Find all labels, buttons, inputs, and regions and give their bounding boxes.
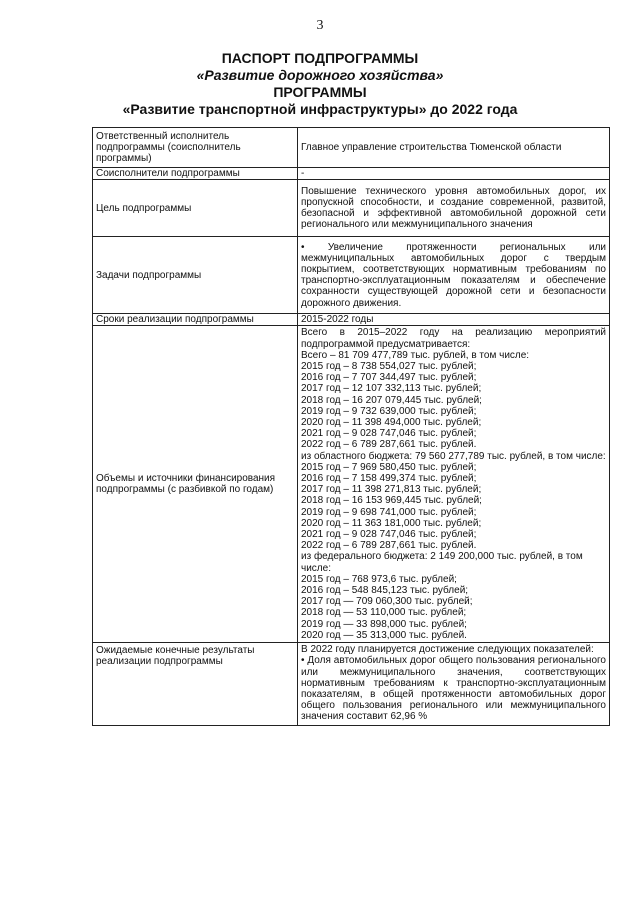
executor-label: Ответственный исполнитель подпрограммы (соисполнитель программы) <box>93 128 298 168</box>
results-indicator: • Доля автомобильных дорог общего пользования регионального или межмуниципального значения, соответствующих нормативным требованиям к транспортно-эксплуатационным показателям, в общей протяженности автомобильных дорог общего пользования регионального или межмуниципального значения составит 62,96 % <box>301 655 606 723</box>
coexecutors-value: - <box>298 168 610 180</box>
finance-line: 2018 год – 16 153 969,445 тыс. рублей; <box>301 495 482 507</box>
finance-line: 2016 год – 7 707 344,497 тыс. рублей; <box>301 372 477 384</box>
finance-line: 2017 год – 11 398 271,813 тыс. рублей; <box>301 484 482 496</box>
title-line-3: ПРОГРАММЫ <box>273 84 367 100</box>
finance-line: 2021 год – 9 028 747,046 тыс. рублей; <box>301 428 477 440</box>
row-terms <box>93 314 610 326</box>
finance-label: Объемы и источники финансирования подпрограммы (с разбивкой по годам) <box>93 326 298 643</box>
finance-line: 2019 год – 9 698 741,000 тыс. рублей; <box>301 506 477 518</box>
finance-line: 2018 год – 16 207 079,445 тыс. рублей; <box>301 394 482 406</box>
goal-label: Цель подпрограммы <box>93 180 298 237</box>
title-line-1: ПАСПОРТ ПОДПРОГРАММЫ <box>221 50 419 66</box>
row-executor <box>93 128 610 168</box>
finance-line: 2020 год — 35 313,000 тыс. рублей. <box>301 629 467 641</box>
finance-line: 2015 год – 768 973,6 тыс. рублей; <box>301 573 457 585</box>
finance-intro: Всего в 2015–2022 году на реализацию мероприятий подпрограммой предусматривается: <box>301 327 606 350</box>
finance-line: 2021 год – 9 028 747,046 тыс. рублей; <box>301 529 477 541</box>
title-line-2: «Развитие дорожного хозяйства» <box>196 67 444 83</box>
row-goal <box>93 180 610 237</box>
finance-line: 2016 год – 7 158 499,374 тыс. рублей; <box>301 473 477 485</box>
row-finance <box>93 326 610 643</box>
results-value <box>298 643 610 725</box>
executor-value: Главное управление строительства Тюменской области <box>298 128 610 168</box>
coexecutors-label: Соисполнители подпрограммы <box>93 168 298 180</box>
finance-line: 2022 год – 6 789 287,661 тыс. рублей. <box>301 540 477 552</box>
row-results <box>93 643 610 725</box>
passport-table <box>92 127 610 726</box>
finance-line: 2019 год – 9 732 639,000 тыс. рублей; <box>301 405 477 417</box>
finance-line: 2020 год – 11 398 494,000 тыс. рублей; <box>301 417 482 429</box>
tasks-label: Задачи подпрограммы <box>93 237 298 314</box>
document-title <box>0 50 640 118</box>
terms-value: 2015-2022 годы <box>298 314 610 326</box>
results-label: Ожидаемые конечные результаты реализации подпрограммы <box>93 643 298 725</box>
finance-line: 2017 год — 709 060,300 тыс. рублей; <box>301 596 473 608</box>
finance-line: 2015 год – 7 969 580,450 тыс. рублей; <box>301 461 477 473</box>
goal-value: Повышение технического уровня автомобильных дорог, их пропускной способности, и создание современной, развитой, безопасной и эффективной автомобильной дорожной сети регионального или межмуниципального значения <box>298 180 610 237</box>
title-line-4: «Развитие транспортной инфраструктуры» до 2022 года <box>122 101 518 117</box>
terms-label: Сроки реализации подпрограммы <box>93 314 298 326</box>
row-tasks <box>93 237 610 314</box>
row-coexecutors <box>93 168 610 180</box>
finance-line: 2016 год – 548 845,123 тыс. рублей; <box>301 585 469 597</box>
finance-line: 2018 год — 53 110,000 тыс. рублей; <box>301 607 467 619</box>
finance-line: Всего – 81 709 477,789 тыс. рублей, в том числе: <box>301 349 530 361</box>
finance-line: 2022 год – 6 789 287,661 тыс. рублей. <box>301 439 477 451</box>
finance-line: 2019 год — 33 898,000 тыс. рублей; <box>301 618 467 630</box>
results-intro: В 2022 году планируется достижение следующих показателей: <box>301 644 594 656</box>
page-number: 3 <box>316 18 324 33</box>
finance-value <box>298 326 610 643</box>
tasks-value: • Увеличение протяженности региональных или межмуниципальных автомобильных дорог с твердым покрытием, соответствующих нормативным требованиям по транспортно-эксплуатационным показателям и обеспечение сохранности существующей дорожной сети и безопасности дорожного движения. <box>298 237 610 314</box>
finance-line: 2017 год – 12 107 332,113 тыс. рублей; <box>301 383 482 395</box>
finance-line: 2015 год – 8 738 554,027 тыс. рублей; <box>301 361 477 373</box>
finance-line: 2020 год – 11 363 181,000 тыс. рублей; <box>301 517 482 529</box>
finance-line: из областного бюджета: 79 560 277,789 тыс. рублей, в том числе: <box>301 450 606 462</box>
finance-line: из федерального бюджета: 2 149 200,000 тыс. рублей, в том числе: <box>301 551 583 574</box>
